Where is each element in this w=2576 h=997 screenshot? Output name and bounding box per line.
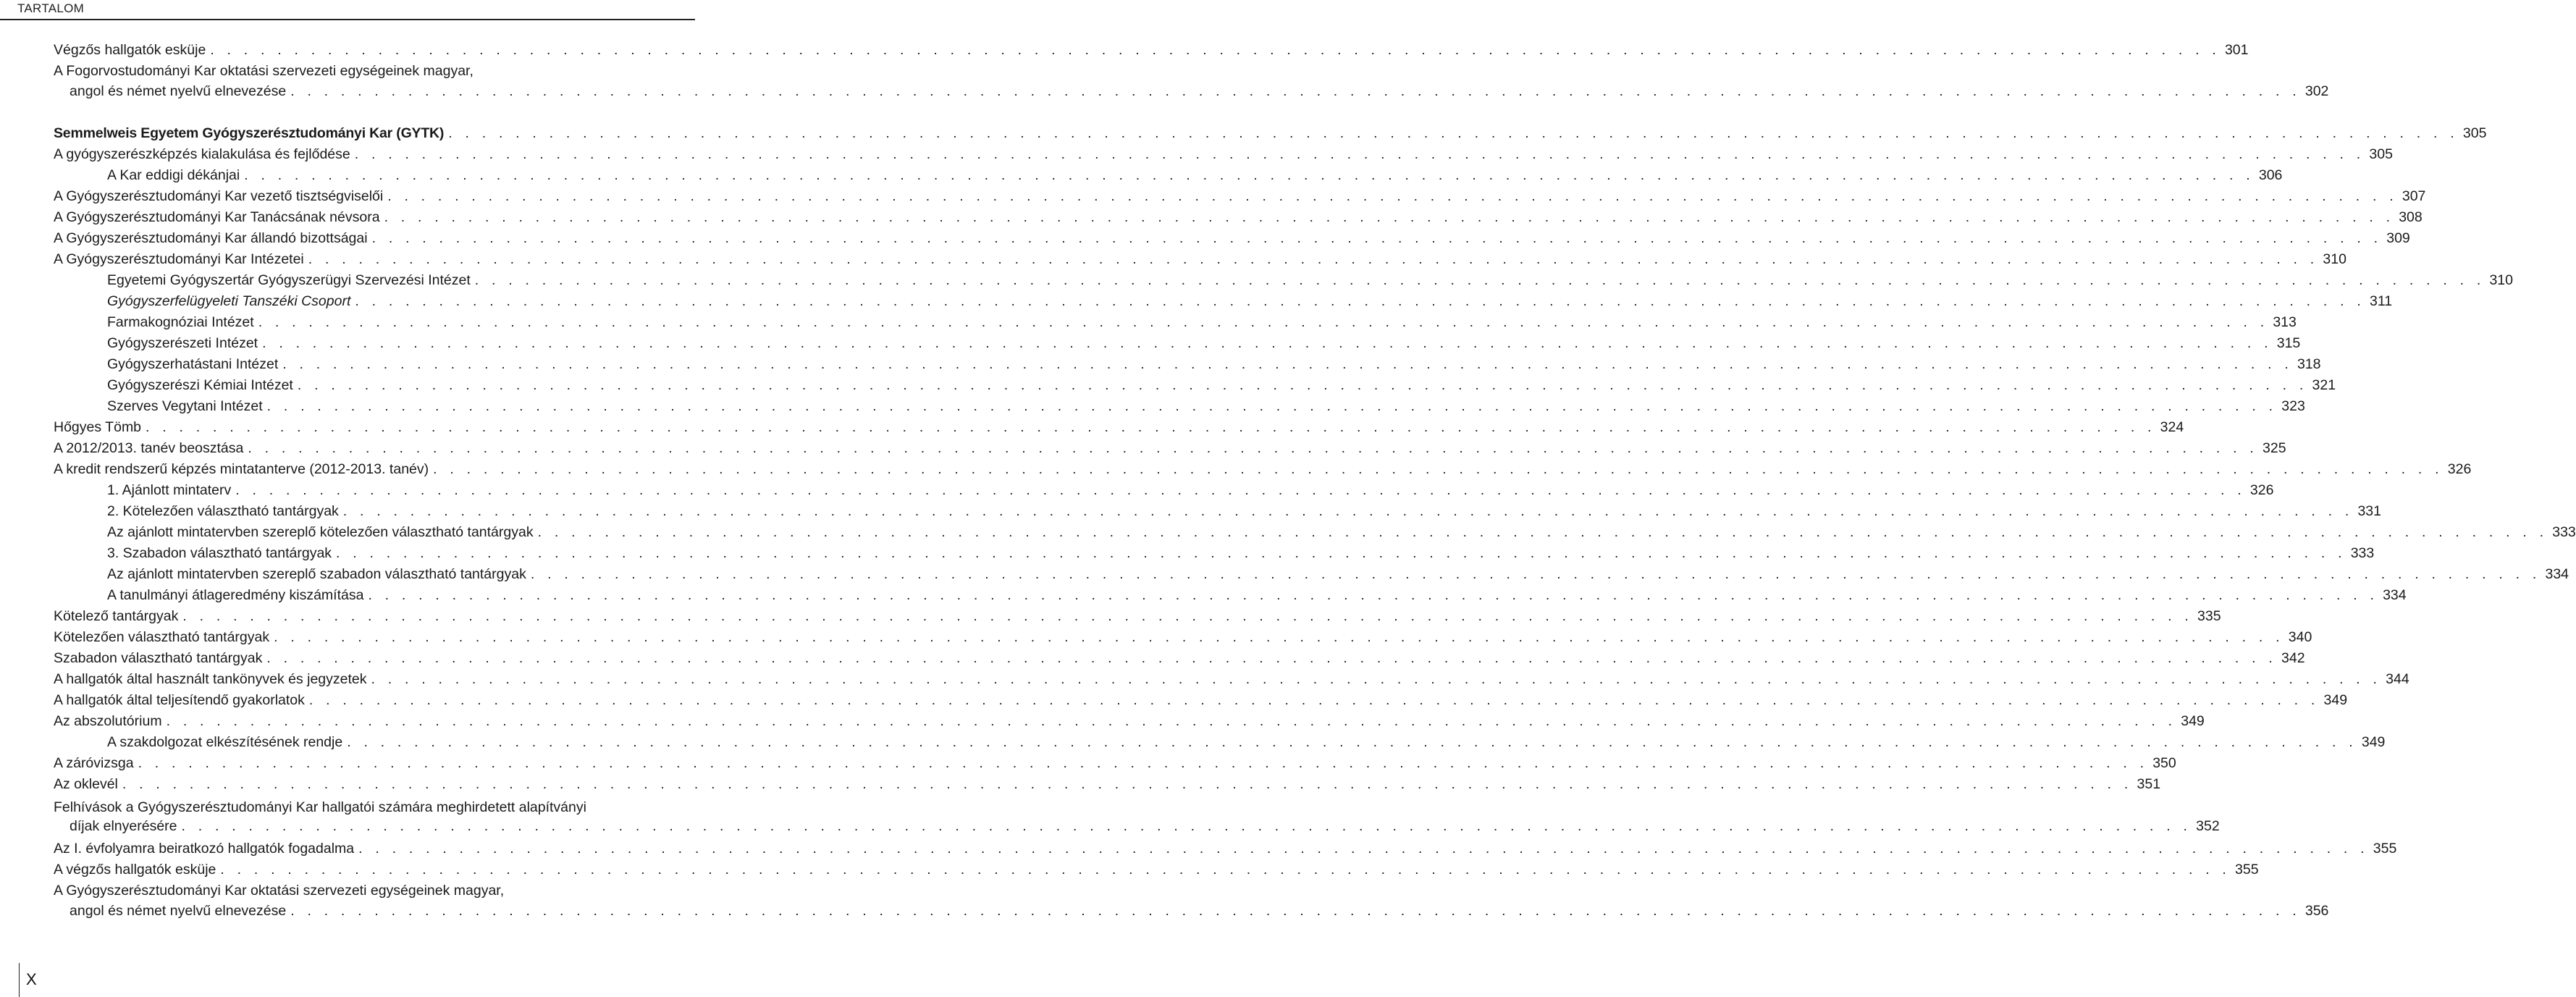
dot-leader: . . . . . . . . . . . . . . . . . . . . . . . . . . . . . . . . . . . . . . . . . . . . . . . . . . . . . . . . . . . . . . . . . . . . . . . . . . . . . . . . . . . . . . . . . . . . . . . . . . . . . . . . . . . . . . . . . . . . . . . . (290, 83, 2301, 99)
dot-leader: . . . . . . . . . . . . . . . . . . . . . . . . . . . . . . . . . . . . . . . . . . . . . . . . . . . . . . . . . . . . . . . . . . . . . . . . . . . . . . . . . . . . . . . . . . . . . . . . . . . . . . . . . . . . . . . . . . . . . . . . (181, 818, 2192, 834)
toc-entry[interactable] (0, 669, 2409, 690)
toc-entry-title: Egyetemi Gyógyszertár Gyógyszerügyi Szervezési Intézet (107, 272, 471, 288)
toc-page-number: 331 (2357, 503, 2381, 519)
toc-entry-title: A záróvizsga (54, 755, 134, 771)
toc-entry[interactable] (0, 61, 2329, 102)
toc-entry[interactable] (0, 480, 2274, 501)
toc-entry-title: A gyógyszerészképzés kialakulása és fejlődése (54, 146, 350, 162)
dot-leader: . . . . . . . . . . . . . . . . . . . . . . . . . . . . . . . . . . . . . . . . . . . . . . . . . . . . . . . . . . . . . . . . . . . . . . . . . . . . . . . . . . . . . . . . . . . . . . . . . . . . . . . . . . . . . . . . . . . . . . . . (530, 566, 2541, 582)
dot-leader: . . . . . . . . . . . . . . . . . . . . . . . . . . . . . . . . . . . . . . . . . . . . . . . . . . . . . . . . . . . . . . . . . . . . . . . . . . . . . . . . . . . . . . . . . . . . . . . . . . . . . . . . . . . . . . . . . . . . . . . . (342, 503, 2354, 519)
dot-leader: . . . . . . . . . . . . . . . . . . . . . . . . . . . . . . . . . . . . . . . . . . . . . . . . . . . . . . . . . . . . . . . . . . . . . . . . . . . . . . . . . . . . . . . . . . . . . . . . . . . . . . . . . . . . . . . . . . . . . . . . (210, 42, 2221, 58)
toc-entry[interactable] (0, 606, 2221, 627)
toc-page-number: 305 (2462, 125, 2487, 141)
toc-entry-title: A Gyógyszerésztudományi Kar oktatási szervezeti egységeinek magyar, (54, 883, 505, 899)
toc-page-number: 349 (2323, 692, 2348, 708)
toc-page-number: 315 (2276, 335, 2301, 351)
toc-entry[interactable] (0, 753, 2176, 774)
toc-page-number: 318 (2297, 356, 2321, 372)
toc-entry-title: A Kar eddigi dékánjai (107, 167, 240, 183)
toc-entry[interactable] (0, 859, 2259, 880)
header-label: TARTALOM (17, 1, 85, 15)
toc-entry[interactable] (0, 585, 2407, 606)
dot-leader: . . . . . . . . . . . . . . . . . . . . . . . . . . . . . . . . . . . . . . . . . . . . . . . . . . . . . . . . . . . . . . . . . . . . . . . . . . . . . . . . . . . . . . . . . . . . . . . . . . . . . . . . . . . . . . . . . . . . . . . . (220, 862, 2231, 878)
toc-entry[interactable] (0, 797, 2220, 837)
toc-entry-title: 3. Szabadon választható tantárgyak (107, 545, 332, 561)
toc-entry-title: díjak elnyerésére (70, 818, 177, 834)
toc-entry[interactable] (0, 417, 2184, 438)
toc-entry-title: angol és német nyelvű elnevezése (70, 903, 287, 919)
toc-entry[interactable] (0, 186, 2426, 207)
toc-entry[interactable] (0, 354, 2321, 375)
dot-leader: . . . . . . . . . . . . . . . . . . . . . . . . . . . . . . . . . . . . . . . . . . . . . . . . . . . . . . . . . . . . . . . . . . . . . . . . . . . . . . . . . . . . . . . . . . . . . . . . . . . . . . . . . . . . . . . . . . . . . . . . (448, 125, 2459, 141)
dot-leader: . . . . . . . . . . . . . . . . . . . . . . . . . . . . . . . . . . . . . . . . . . . . . . . . . . . . . . . . . . . . . . . . . . . . . . . . . . . . . . . . . . . . . . . . . . . . . . . . . . . . . . . . . . . . . . . . . . . . . . . . (248, 440, 2259, 456)
dot-leader: . . . . . . . . . . . . . . . . . . . . . . . . . . . . . . . . . . . . . . . . . . . . . . . . . . . . . . . . . . . . . . . . . . . . . . . . . . . . . . . . . . . . . . . . . . . . . . . . . . . . . . . . . . . . . . . . . . . . . . . . (290, 903, 2301, 919)
toc-entry-title: Végzős hallgatók esküje (54, 42, 206, 58)
toc-entry[interactable] (0, 522, 2576, 543)
toc-entry-title: A 2012/2013. tanév beosztása (54, 440, 244, 456)
toc-page-number: 305 (2369, 146, 2393, 162)
toc-entry-title: A Gyógyszerésztudományi Kar Intézetei (54, 251, 304, 267)
toc-page-number: 310 (2323, 251, 2346, 267)
toc-entry[interactable] (0, 270, 2513, 291)
toc-entry[interactable] (0, 40, 2249, 61)
toc-page-number: 334 (2383, 587, 2407, 603)
toc-page-number: 349 (2181, 713, 2205, 729)
toc-entry-title: A Gyógyszerésztudományi Kar Tanácsának névsora (54, 209, 380, 225)
toc-entry-title: Szerves Vegytani Intézet (107, 398, 263, 414)
toc-entry[interactable] (0, 838, 2397, 859)
dot-leader: . . . . . . . . . . . . . . . . . . . . . . . . . . . . . . . . . . . . . . . . . . . . . . . . . . . . . . . . . . . . . . . . . . . . . . . . . . . . . . . . . . . . . . . . . . . . . . . . . . . . . . . . . . . . . . . . . . . . . . . . (308, 251, 2319, 267)
dot-leader: . . . . . . . . . . . . . . . . . . . . . . . . . . . . . . . . . . . . . . . . . . . . . . . . . . . . . . . . . . . . . . . . . . . . . . . . . . . . . . . . . . . . . . . . . . . . . . . . . . . . . . . . . . . . . . . . . . . . . . . . (387, 188, 2398, 204)
toc-entry[interactable] (0, 732, 2386, 753)
toc-entry[interactable] (0, 333, 2301, 354)
toc-entry-title: A végzős hallgatók esküje (54, 862, 216, 878)
toc-entry-title: A hallgatók által használt tankönyvek és jegyzetek (54, 671, 367, 687)
toc-entry-title: Az ajánlott mintatervben szereplő szabadon választható tantárgyak (107, 566, 526, 582)
toc-entry-title: Az ajánlott mintatervben szereplő kötelezően választható tantárgyak (107, 524, 534, 540)
toc-page-number: 340 (2288, 629, 2312, 645)
toc-entry-title: Gyógyszerfelügyeleti Tanszéki Csoport (107, 293, 351, 309)
dot-leader: . . . . . . . . . . . . . . . . . . . . . . . . . . . . . . . . . . . . . . . . . . . . . . . . . . . . . . . . . . . . . . . . . . . . . . . . . . . . . . . . . . . . . . . . . . . . . . . . . . . . . . . . . . . . . . . . . . . . . . . . (433, 461, 2444, 477)
toc-page-number: 349 (2361, 734, 2386, 750)
toc-entry-title: A kredit rendszerű képzés mintatanterve (2012-2013. tanév) (54, 461, 429, 477)
toc-entry-title: A tanulmányi átlageredmény kiszámítása (107, 587, 364, 603)
toc-entry-title: Farmakognóziai Intézet (107, 314, 254, 330)
toc-page-number: 333 (2552, 524, 2576, 540)
toc-entry[interactable] (0, 375, 2336, 396)
dot-leader: . . . . . . . . . . . . . . . . . . . . . . . . . . . . . . . . . . . . . . . . . . . . . . . . . . . . . . . . . . . . . . . . . . . . . . . . . . . . . . . . . . . . . . . . . . . . . . . . . . . . . . . . . . . . . . . . . . . . . . . . (354, 146, 2365, 162)
toc-entry-title: Gyógyszerhatástani Intézet (107, 356, 279, 372)
toc-entry-title: Hőgyes Tömb (54, 419, 142, 435)
toc-entry-title: 2. Kötelezően választható tantárgyak (107, 503, 339, 519)
toc-page-number: 321 (2312, 377, 2336, 393)
toc-page-number: 355 (2373, 841, 2397, 857)
toc-page-number: 335 (2197, 608, 2221, 624)
dot-leader: . . . . . . . . . . . . . . . . . . . . . . . . . . . . . . . . . . . . . . . . . . . . . . . . . . . . . . . . . . . . . . . . . . . . . . . . . . . . . . . . . . . . . . . . . . . . . . . . . . . . . . . . . . . . . . . . . . . . . . . . (368, 587, 2379, 603)
toc-page-number: 309 (2386, 230, 2410, 246)
dot-leader: . . . . . . . . . . . . . . . . . . . . . . . . . . . . . . . . . . . . . . . . . . . . . . . . . . . . . . . . . . . . . . . . . . . . . . . . . . . . . . . . . . . . . . . . . . . . . . . . . . . . . . . . . . . . . . . . . . . . . . . . (358, 841, 2369, 857)
dot-leader: . . . . . . . . . . . . . . . . . . . . . . . . . . . . . . . . . . . . . . . . . . . . . . . . . . . . . . . . . . . . . . . . . . . . . . . . . . . . . . . . . . . . . . . . . . . . . . . . . . . . . . . . . . . . . . . . . . . . . . . . (244, 167, 2255, 183)
toc-page-number: 311 (2370, 293, 2393, 309)
dot-leader: . . . . . . . . . . . . . . . . . . . . . . . . . . . . . . . . . . . . . . . . . . . . . . . . . . . . . . . . . . . . . . . . . . . . . . . . . . . . . . . . . . . . . . . . . . . . . . . . . . . . . . . . . . . . . . . . . . . . . . . . (266, 650, 2277, 666)
dot-leader: . . . . . . . . . . . . . . . . . . . . . . . . . . . . . . . . . . . . . . . . . . . . . . . . . . . . . . . . . . . . . . . . . . . . . . . . . . . . . . . . . . . . . . . . . . . . . . . . . . . . . . . . . . . . . . . . . . . . . . . . (258, 314, 2269, 330)
toc-entry-title: Szabadon választható tantárgyak (54, 650, 263, 666)
toc-entry[interactable] (0, 165, 2283, 186)
footer-rule (19, 963, 20, 997)
toc-page-number: 352 (2196, 818, 2220, 834)
dot-leader: . . . . . . . . . . . . . . . . . . . . . . . . . . . . . . . . . . . . . . . . . . . . . . . . . . . . . . . . . . . . . . . . . . . . . . . . . . . . . . . . . . . . . . . . . . . . . . . . . . . . . . . . . . . . . . . . . . . . . . . . (166, 713, 2177, 729)
toc-entry-title: 1. Ajánlott mintaterv (107, 482, 232, 498)
dot-leader: . . . . . . . . . . . . . . . . . . . . . . . . . . . . . . . . . . . . . . . . . . . . . . . . . . . . . . . . . . . . . . . . . . . . . . . . . . . . . . . . . . . . . . . . . . . . . . . . . . . . . . . . . . . . . . . . . . . . . . . . (355, 293, 2365, 309)
toc-page-number: 306 (2258, 167, 2283, 183)
toc-entry[interactable] (0, 312, 2297, 333)
toc-page-number: 323 (2281, 398, 2305, 414)
toc-entry[interactable] (0, 501, 2381, 522)
toc-entry[interactable] (0, 627, 2312, 648)
toc-entry[interactable] (0, 291, 2393, 312)
toc-entry-title: angol és német nyelvű elnevezése (70, 83, 287, 99)
toc-entry-title: A hallgatók által teljesítendő gyakorlatok (54, 692, 305, 708)
toc-page-number: 326 (2249, 482, 2274, 498)
page-header (0, 0, 695, 20)
toc-page-number: 325 (2263, 440, 2286, 456)
toc-page-number: 308 (2399, 209, 2423, 225)
toc-entry-title: A Gyógyszerésztudományi Kar állandó bizottságai (54, 230, 368, 246)
toc-entry[interactable] (0, 228, 2410, 249)
toc-page-number: 310 (2489, 272, 2513, 288)
dot-leader: . . . . . . . . . . . . . . . . . . . . . . . . . . . . . . . . . . . . . . . . . . . . . . . . . . . . . . . . . . . . . . . . . . . . . . . . . . . . . . . . . . . . . . . . . . . . . . . . . . . . . . . . . . . . . . . . . . . . . . . . (235, 482, 2246, 498)
dot-leader: . . . . . . . . . . . . . . . . . . . . . . . . . . . . . . . . . . . . . . . . . . . . . . . . . . . . . . . . . . . . . . . . . . . . . . . . . . . . . . . . . . . . . . . . . . . . . . . . . . . . . . . . . . . . . . . . . . . . . . . . (122, 776, 2133, 792)
toc-entry-title: Az abszolutórium (54, 713, 162, 729)
dot-leader: . . . . . . . . . . . . . . . . . . . . . . . . . . . . . . . . . . . . . . . . . . . . . . . . . . . . . . . . . . . . . . . . . . . . . . . . . . . . . . . . . . . . . . . . . . . . . . . . . . . . . . . . . . . . . . . . . . . . . . . . (371, 230, 2383, 246)
toc-entry[interactable] (0, 144, 2393, 165)
toc-entry[interactable] (0, 880, 2329, 922)
dot-leader: . . . . . . . . . . . . . . . . . . . . . . . . . . . . . . . . . . . . . . . . . . . . . . . . . . . . . . . . . . . . . . . . . . . . . . . . . . . . . . . . . . . . . . . . . . . . . . . . . . . . . . . . . . . . . . . . . . . . . . . . (347, 734, 2357, 750)
dot-leader: . . . . . . . . . . . . . . . . . . . . . . . . . . . . . . . . . . . . . . . . . . . . . . . . . . . . . . . . . . . . . . . . . . . . . . . . . . . . . . . . . . . . . . . . . . . . . . . . . . . . . . . . . . . . . . . . . . . . . . . . (182, 608, 2193, 624)
toc-page-number: 334 (2545, 566, 2569, 582)
toc-page-number: 301 (2224, 42, 2249, 58)
toc-page-number: 307 (2402, 188, 2426, 204)
toc-entry[interactable] (0, 711, 2205, 732)
toc-page-number: 355 (2235, 862, 2259, 878)
dot-leader: . . . . . . . . . . . . . . . . . . . . . . . . . . . . . . . . . . . . . . . . . . . . . . . . . . . . . . . . . . . . . . . . . . . . . . . . . . . . . . . . . . . . . . . . . . . . . . . . . . . . . . . . . . . . . . . . . . . . . . . . (138, 755, 2149, 771)
dot-leader: . . . . . . . . . . . . . . . . . . . . . . . . . . . . . . . . . . . . . . . . . . . . . . . . . . . . . . . . . . . . . . . . . . . . . . . . . . . . . . . . . . . . . . . . . . . . . . . . . . . . . . . . . . . . . . . . . . . . . . . . (308, 692, 2320, 708)
toc-page-number: 344 (2386, 671, 2409, 687)
toc-entry[interactable] (0, 543, 2375, 564)
toc-entry-title: Kötelező tantárgyak (54, 608, 179, 624)
toc-entry[interactable] (0, 207, 2423, 228)
toc-entry[interactable] (0, 564, 2569, 585)
toc-page-number: 324 (2160, 419, 2184, 435)
toc-entry-title: Gyógyszerészi Kémiai Intézet (107, 377, 293, 393)
dot-leader: . . . . . . . . . . . . . . . . . . . . . . . . . . . . . . . . . . . . . . . . . . . . . . . . . . . . . . . . . . . . . . . . . . . . . . . . . . . . . . . . . . . . . . . . . . . . . . . . . . . . . . . . . . . . . . . . . . . . . . . . (371, 671, 2382, 687)
toc-entry[interactable] (0, 249, 2346, 270)
toc-page-number: 356 (2304, 903, 2329, 919)
toc-page-number: 342 (2281, 650, 2305, 666)
dot-leader: . . . . . . . . . . . . . . . . . . . . . . . . . . . . . . . . . . . . . . . . . . . . . . . . . . . . . . . . . . . . . . . . . . . . . . . . . . . . . . . . . . . . . . . . . . . . . . . . . . . . . . . . . . . . . . . . . . . . . . . . (384, 209, 2395, 225)
toc-entry[interactable] (0, 690, 2348, 711)
dot-leader: . . . . . . . . . . . . . . . . . . . . . . . . . . . . . . . . . . . . . . . . . . . . . . . . . . . . . . . . . . . . . . . . . . . . . . . . . . . . . . . . . . . . . . . . . . . . . . . . . . . . . . . . . . . . . . . . . . . . . . . . (274, 629, 2284, 645)
toc-entry-title: Az I. évfolyamra beiratkozó hallgatók fogadalma (54, 841, 355, 857)
toc-page-number: 350 (2152, 755, 2176, 771)
toc-entry[interactable] (0, 396, 2305, 417)
dot-leader: . . . . . . . . . . . . . . . . . . . . . . . . . . . . . . . . . . . . . . . . . . . . . . . . . . . . . . . . . . . . . . . . . . . . . . . . . . . . . . . . . . . . . . . . . . . . . . . . . . . . . . . . . . . . . . . . . . . . . . . . (297, 377, 2308, 393)
toc-page-number: 313 (2273, 314, 2297, 330)
toc-entry[interactable] (0, 123, 2487, 144)
header-rule (0, 19, 695, 20)
dot-leader: . . . . . . . . . . . . . . . . . . . . . . . . . . . . . . . . . . . . . . . . . . . . . . . . . . . . . . . . . . . . . . . . . . . . . . . . . . . . . . . . . . . . . . . . . . . . . . . . . . . . . . . . . . . . . . . . . . . . . . . . (146, 419, 2156, 435)
dot-leader: . . . . . . . . . . . . . . . . . . . . . . . . . . . . . . . . . . . . . . . . . . . . . . . . . . . . . . . . . . . . . . . . . . . . . . . . . . . . . . . . . . . . . . . . . . . . . . . . . . . . . . . . . . . . . . . . . . . . . . . . (474, 272, 2485, 288)
toc-entry-title: A szakdolgozat elkészítésének rendje (107, 734, 343, 750)
toc-entry-title: Semmelweis Egyetem Gyógyszerésztudományi Kar (GYTK) (54, 125, 445, 141)
toc-entry[interactable] (0, 438, 2286, 459)
toc-page-number: 326 (2447, 461, 2472, 477)
dot-leader: . . . . . . . . . . . . . . . . . . . . . . . . . . . . . . . . . . . . . . . . . . . . . . . . . . . . . . . . . . . . . . . . . . . . . . . . . . . . . . . . . . . . . . . . . . . . . . . . . . . . . . . . . . . . . . . . . . . . . . . . (282, 356, 2293, 372)
toc-entry[interactable] (0, 774, 2161, 795)
dot-leader: . . . . . . . . . . . . . . . . . . . . . . . . . . . . . . . . . . . . . . . . . . . . . . . . . . . . . . . . . . . . . . . . . . . . . . . . . . . . . . . . . . . . . . . . . . . . . . . . . . . . . . . . . . . . . . . . . . . . . . . . (537, 524, 2548, 540)
toc-entry[interactable] (0, 648, 2305, 669)
toc-entry-title: Az oklevél (54, 776, 118, 792)
page-number-label: X (26, 970, 37, 988)
toc-page-number: 351 (2137, 776, 2161, 792)
toc-entry[interactable] (0, 459, 2472, 480)
toc-page-number: 333 (2350, 545, 2375, 561)
dot-leader: . . . . . . . . . . . . . . . . . . . . . . . . . . . . . . . . . . . . . . . . . . . . . . . . . . . . . . . . . . . . . . . . . . . . . . . . . . . . . . . . . . . . . . . . . . . . . . . . . . . . . . . . . . . . . . . . . . . . . . . . (262, 335, 2273, 351)
toc-entry-title: Felhívások a Gyógyszerésztudományi Kar hallgatói számára meghirdetett alapítványi (54, 799, 586, 815)
toc-entry-title: A Gyógyszerésztudományi Kar vezető tisztségviselői (54, 188, 384, 204)
toc-page-number: 302 (2304, 83, 2329, 99)
toc-entry-title: Gyógyszerészeti Intézet (107, 335, 258, 351)
dot-leader: . . . . . . . . . . . . . . . . . . . . . . . . . . . . . . . . . . . . . . . . . . . . . . . . . . . . . . . . . . . . . . . . . . . . . . . . . . . . . . . . . . . . . . . . . . . . . . . . . . . . . . . . . . . . . . . . . . . . . . . . (336, 545, 2346, 561)
toc-entry-title: A Fogorvostudományi Kar oktatási szervezeti egységeinek magyar, (54, 63, 473, 79)
toc-entry-title: Kötelezően választható tantárgyak (54, 629, 270, 645)
dot-leader: . . . . . . . . . . . . . . . . . . . . . . . . . . . . . . . . . . . . . . . . . . . . . . . . . . . . . . . . . . . . . . . . . . . . . . . . . . . . . . . . . . . . . . . . . . . . . . . . . . . . . . . . . . . . . . . . . . . . . . . . (266, 398, 2278, 414)
